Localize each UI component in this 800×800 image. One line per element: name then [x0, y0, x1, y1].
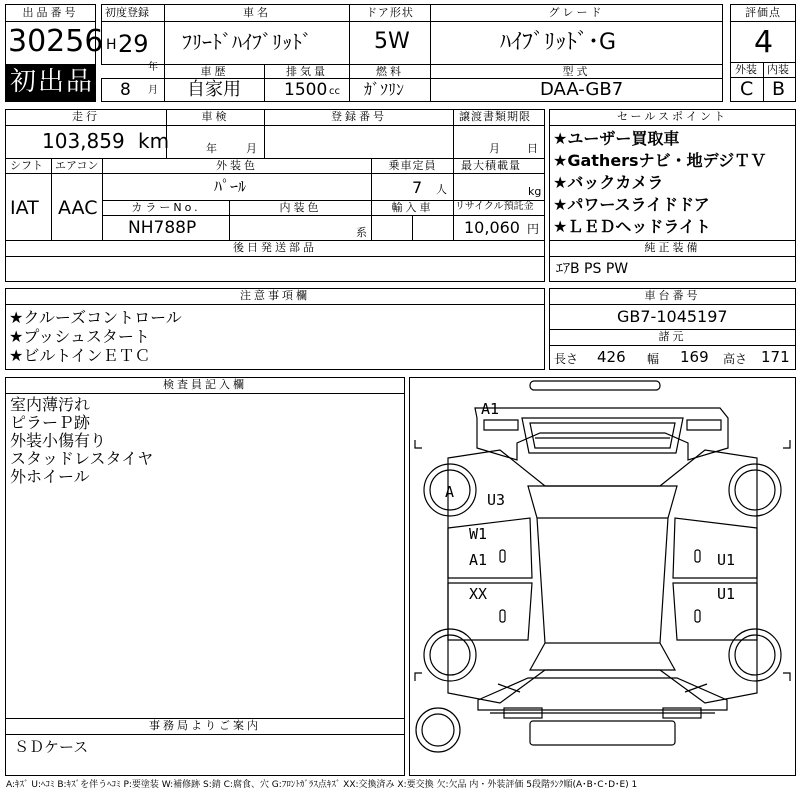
interior-color-cell	[229, 215, 372, 241]
color-value: ﾊﾟｰﾙ	[214, 177, 247, 196]
reg-month: 8	[120, 80, 131, 100]
note-item: ★ビルトインＥＴＣ	[9, 346, 151, 365]
reg-number-label: 登録番号	[331, 110, 387, 123]
interior-grade: B	[772, 78, 786, 100]
sales-point-item: ★パワースライドドア	[553, 195, 710, 214]
first-listing-text: 初出品	[10, 67, 95, 97]
later-parts-cell	[5, 256, 545, 282]
width-label: 幅	[647, 352, 660, 366]
score-value: 4	[754, 25, 774, 60]
lot-label: 出品番号	[22, 6, 79, 19]
later-parts-label: 後日発送部品	[233, 241, 317, 254]
transfer-label: 譲渡書類期限	[459, 110, 531, 123]
standard-equipment-value: ｴｱB PS PW	[556, 261, 629, 277]
height-label: 高さ	[723, 352, 748, 366]
mileage-unit: km	[138, 129, 170, 153]
color-no-value: NH788P	[128, 218, 197, 238]
note-item: ★クルーズコントロール	[9, 308, 182, 327]
import-cell-b	[412, 215, 454, 241]
max-load-unit: kg	[528, 185, 542, 198]
height-value: 171	[761, 348, 790, 366]
grade-label: グレード	[548, 6, 605, 19]
interior-color-unit: 系	[356, 226, 367, 239]
inspector-item: ピラーＰ跡	[10, 413, 91, 432]
import-cell-a	[371, 215, 413, 241]
era-prefix: H	[106, 37, 117, 53]
lot-number: 30256	[8, 24, 104, 59]
displacement-value: 1500	[284, 80, 328, 100]
capacity-value: 7	[412, 178, 423, 197]
transfer-month-unit: 月	[489, 142, 500, 155]
inspection-year-unit: 年	[206, 142, 217, 155]
chassis-number: GB7-1045197	[617, 307, 728, 326]
inspection-label: 車検	[201, 110, 230, 123]
shift-value: IAT	[10, 197, 39, 219]
model-value: DAA-GB7	[540, 79, 624, 100]
color-label: 外装色	[216, 159, 258, 172]
model-label: 型式	[562, 65, 591, 78]
door-label: ドア形状	[366, 6, 414, 19]
standard-equipment-label: 純正装備	[644, 241, 701, 254]
damage-u3: U3	[487, 491, 506, 509]
capacity-label: 乗車定員	[388, 159, 437, 172]
dims-label: 諸元	[658, 330, 687, 343]
ac-value: AAC	[58, 197, 98, 219]
car-name-label: 車名	[243, 6, 271, 19]
notes-label: 注意事項欄	[240, 289, 310, 302]
shift-label: シフト	[10, 159, 43, 172]
note-item: ★プッシュスタート	[9, 327, 150, 346]
mileage-value: 103,859	[42, 129, 125, 153]
max-load-label: 最大積載量	[461, 159, 521, 172]
inspector-item: スタッドレスタイヤ	[10, 449, 154, 468]
damage-u1-rear: U1	[717, 585, 736, 603]
year-unit: 年	[148, 62, 158, 73]
recycle-unit: 円	[527, 222, 540, 236]
inspector-item: 外装小傷有り	[10, 431, 107, 450]
legend: A:ｷｽﾞ U:ﾍｺﾐ B:ｷｽﾞを伴うﾍｺﾐ P:要塗装 W:補修跡 S:錆 C:腐食、穴 G:ﾌﾛﾝﾄｶﾞﾗｽ点ｷｽﾞ XX:交換済み X:要交換 欠:欠品 内・外装評価 5段階ﾗﾝｸ順(A･B･C･D･E) 1	[6, 780, 638, 790]
recycle-value: 10,060	[464, 218, 520, 237]
sales-point-item: ★ユーザー買取車	[553, 129, 680, 148]
month-unit: 月	[148, 85, 158, 96]
length-label: 長さ	[554, 352, 579, 366]
interior-label: 内装	[767, 63, 789, 76]
mileage-label: 走行	[72, 110, 100, 123]
displacement-label: 排気量	[286, 65, 328, 78]
sales-point-item: ★Gathersナビ・地デジＴＶ	[553, 151, 767, 170]
door-value: 5W	[374, 29, 410, 54]
fuel-value: ｶﾞｿﾘﾝ	[364, 80, 405, 99]
damage-front: A1	[481, 400, 500, 418]
interior-color-label: 内装色	[279, 201, 322, 214]
history-value: 自家用	[187, 79, 241, 100]
sales-points-label: セールスポイント	[616, 110, 728, 123]
inspection-month-unit: 月	[246, 142, 257, 155]
chassis-label: 車台番号	[644, 289, 701, 302]
exterior-grade: C	[740, 78, 754, 100]
damage-left-front-tire: A	[445, 483, 455, 501]
inspector-item: 室内薄汚れ	[10, 395, 91, 414]
first-reg-label: 初度登録	[105, 6, 149, 19]
damage-xx: XX	[469, 585, 488, 603]
color-no-label: カラーNo.	[131, 201, 201, 214]
sales-point-item: ★ＬＥＤヘッドライト	[553, 217, 711, 236]
fuel-label: 燃料	[376, 65, 404, 78]
import-label: 輸入車	[391, 201, 434, 214]
inspector-label: 検査員記入欄	[163, 378, 247, 391]
office-label: 事務局よりご案内	[149, 719, 261, 732]
sales-point-item: ★バックカメラ	[553, 173, 664, 192]
grade-value: ﾊｲﾌﾞﾘｯﾄﾞ･G	[500, 30, 617, 55]
dims-cell	[549, 345, 796, 370]
capacity-unit: 人	[436, 183, 447, 196]
history-label: 車歴	[200, 65, 229, 78]
length-value: 426	[597, 348, 626, 366]
damage-w1: W1	[469, 525, 488, 543]
car-name: ﾌﾘｰﾄﾞﾊｲﾌﾞﾘｯﾄﾞ	[182, 30, 312, 54]
damage-u1-front: U1	[717, 551, 736, 569]
car-diagram	[410, 378, 795, 775]
inspector-item: 外ホイール	[10, 467, 90, 486]
recycle-label: リサイクル預託金	[455, 201, 534, 212]
score-label: 評価点	[745, 6, 781, 19]
transfer-day-unit: 日	[527, 142, 538, 155]
office-value: ＳＤケース	[14, 738, 89, 756]
reg-number-cell	[264, 125, 454, 159]
displacement-unit: cc	[329, 86, 340, 97]
ac-label: エアコン	[55, 159, 99, 172]
reg-year: 29	[118, 30, 149, 58]
damage-a1-side: A1	[469, 551, 488, 569]
exterior-label: 外装	[735, 63, 757, 76]
width-value: 169	[680, 348, 709, 366]
